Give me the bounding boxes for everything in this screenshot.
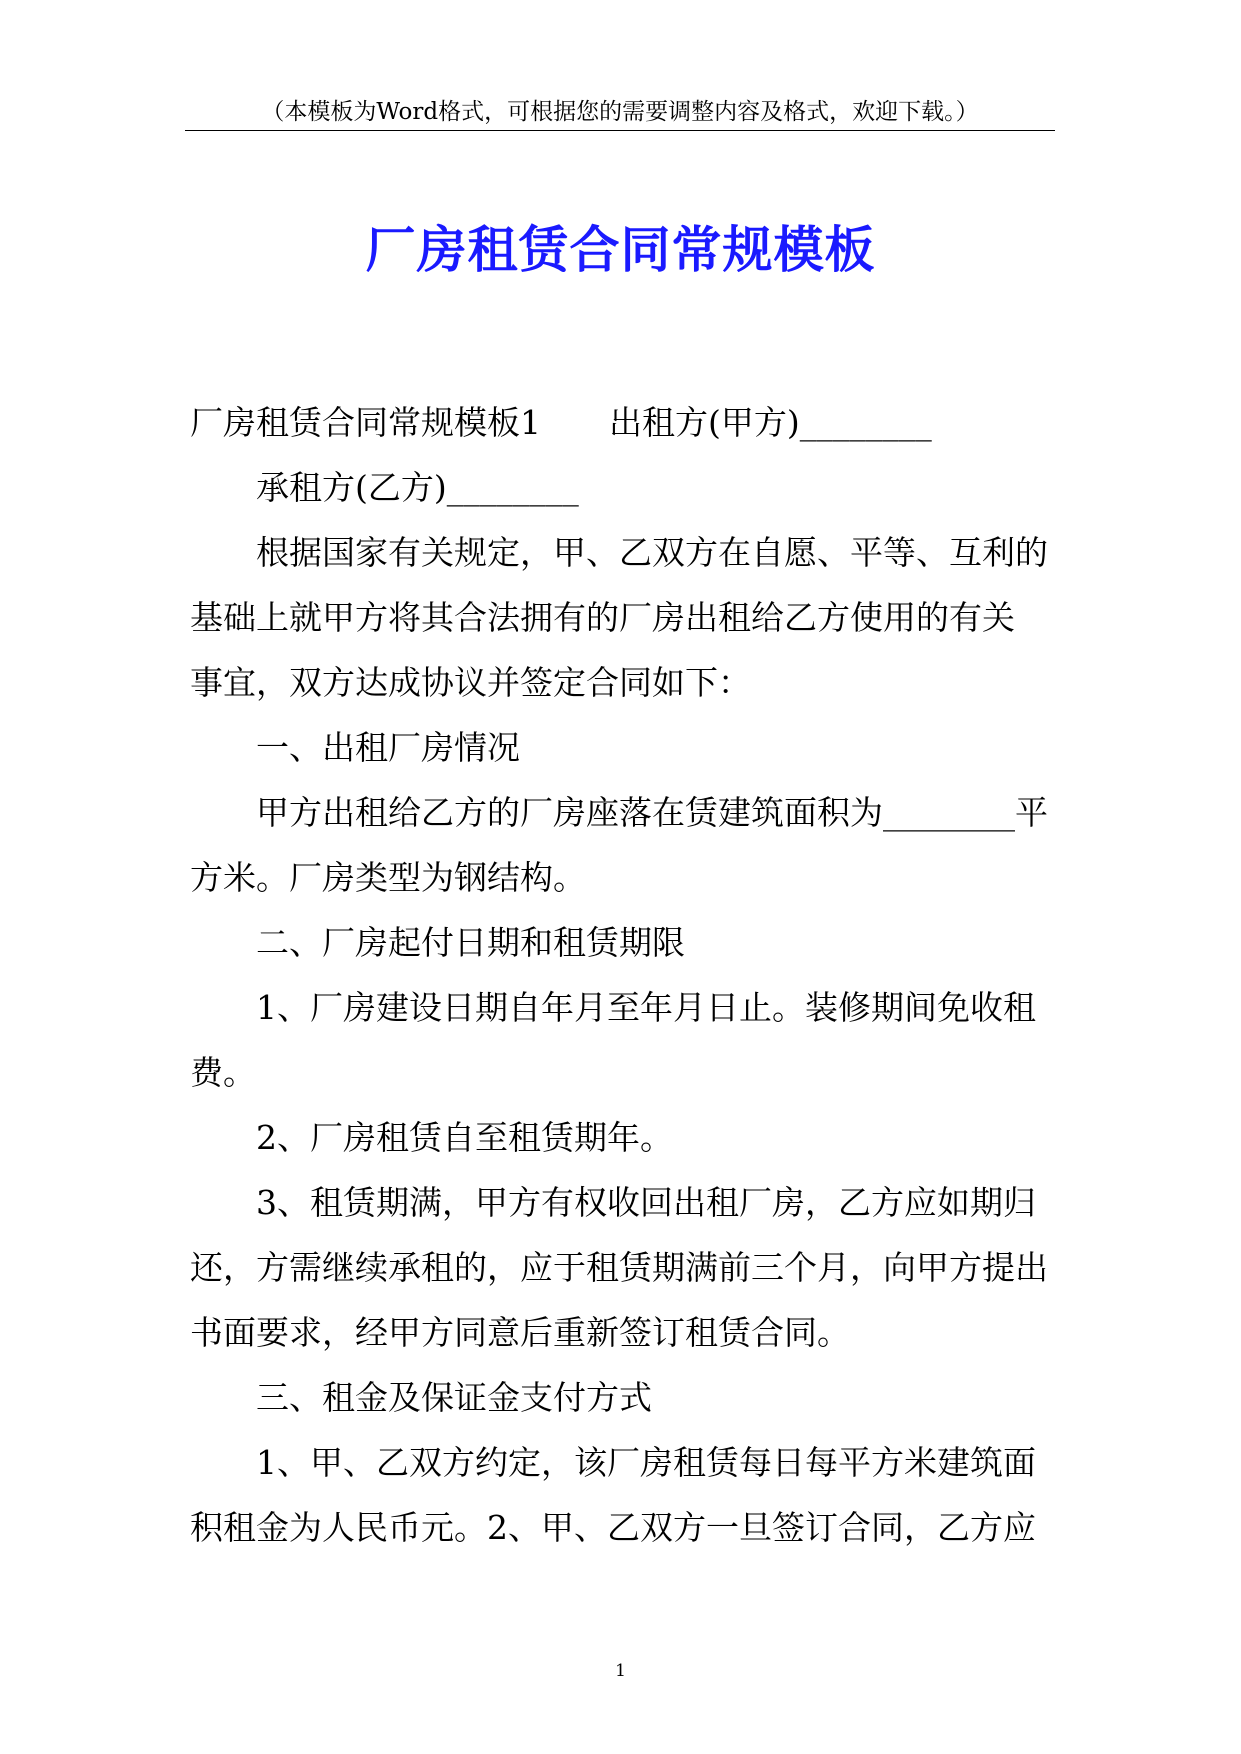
section-heading-3: 三、租金及保证金支付方式 [256,1378,652,1417]
document-title: 厂房租赁合同常规模板 [365,221,876,279]
paragraph-line-18: 积租金为人民币元。2、甲、乙双方一旦签订合同，乙方应 [190,1508,1036,1547]
header-divider [185,130,1055,131]
document-body [190,390,1058,1560]
lessor-field: 出租方(甲方)________ [609,403,932,442]
section-heading-2: 二、厂房起付日期和租赁期限 [256,923,685,962]
subtitle-text: 厂房租赁合同常规模板1 [190,403,541,442]
paragraph-line-11: 费。 [190,1053,256,1092]
paragraph-line-2: 承租方(乙方)________ [256,468,579,507]
page-number: 1 [615,1661,626,1681]
paragraph-line-1 [190,390,1058,455]
paragraph-line-4: 基础上就甲方将其合法拥有的厂房出租给乙方使用的有关 [190,598,1015,637]
section-heading-1: 一、出租厂房情况 [256,728,520,767]
paragraph-line-13: 3、租赁期满，甲方有权收回出租厂房，乙方应如期归 [256,1183,1036,1222]
paragraph-line-5: 事宜，双方达成协议并签定合同如下： [190,663,751,702]
paragraph-line-3: 根据国家有关规定，甲、乙双方在自愿、平等、互利的 [256,533,1048,572]
paragraph-line-10: 1、厂房建设日期自年月至年月日止。装修期间免收租 [256,988,1036,1027]
paragraph-line-14: 还，方需继续承租的，应于租赁期满前三个月，向甲方提出 [190,1248,1048,1287]
paragraph-line-7: 甲方出租给乙方的厂房座落在赁建筑面积为________平 [256,793,1048,832]
paragraph-line-17: 1、甲、乙双方约定，该厂房租赁每日每平方米建筑面 [256,1443,1036,1482]
paragraph-line-15: 书面要求，经甲方同意后重新签订租赁合同。 [190,1313,850,1352]
template-notice: （本模板为Word格式，可根据您的需要调整内容及格式，欢迎下载。） [261,99,979,125]
paragraph-line-8: 方米。厂房类型为钢结构。 [190,858,586,897]
paragraph-line-12: 2、厂房租赁自至租赁期年。 [256,1118,673,1157]
